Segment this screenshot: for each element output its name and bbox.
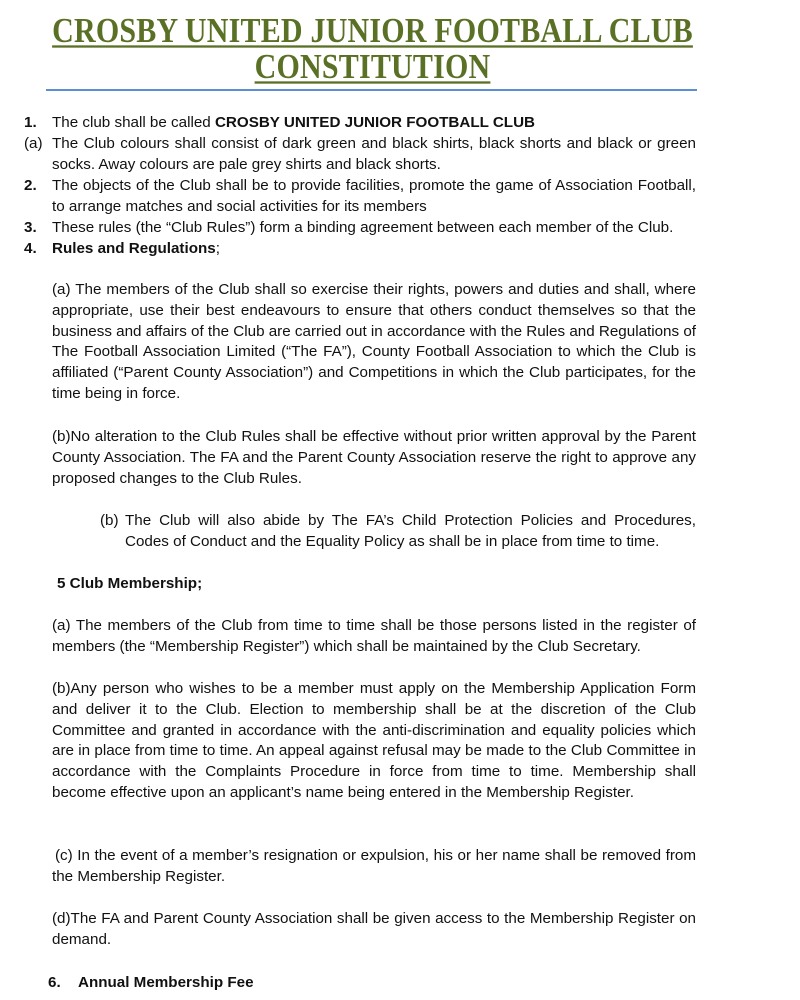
- section-4-paragraph-b2: The Club will also abide by The FA’s Child Protection Policies and Procedures, Codes of Conduct and the Equality Policy as shall be in place from time to time.: [125, 512, 696, 550]
- section-6-heading: Annual Membership Fee: [78, 974, 254, 991]
- section-4-b2-number: (b): [100, 512, 119, 529]
- item-1: The club shall be called CROSBY UNITED JUNIOR FOOTBALL CLUB: [52, 114, 536, 131]
- club-name: CROSBY UNITED JUNIOR FOOTBALL CLUB: [214, 114, 536, 131]
- item-3-club-rules: These rules (the “Club Rules”) form a binding agreement between each member of the Club.: [52, 219, 674, 236]
- title-line-2: CONSTITUTION: [254, 48, 491, 86]
- item-2-objects: The objects of the Club shall be to provide facilities, promote the game of Association Football, to arrange matches and social activities for its members: [52, 177, 696, 215]
- item-3-number: 3.: [24, 219, 37, 236]
- item-4-heading: Rules and Regulations;: [52, 240, 220, 257]
- section-4-paragraph-a: (a) The members of the Club shall so exercise their rights, powers and duties and shall, where appropriate, use their best endeavours to ensure that others conduct themselves so that the business and affairs of the Club are carried out in accordance with the Rules and Regulations of The Football Association Limited (“The FA”), County Football Association to which the Club is affiliated (“Parent County Association”) and Competitions in which the Club participates, for the time being in force.: [52, 281, 696, 402]
- item-4-number: 4.: [24, 240, 37, 257]
- item-1-number: 1.: [24, 114, 37, 131]
- title-divider: [46, 89, 697, 91]
- title-line-1: CROSBY UNITED JUNIOR FOOTBALL CLUB: [52, 12, 693, 50]
- item-a-colours: The Club colours shall consist of dark green and black shirts, black shorts and black or green socks. Away colours are pale grey shirts and black shorts.: [52, 135, 696, 173]
- section-5-paragraph-a: (a) The members of the Club from time to time shall be those persons listed in the register of members (the “Membership Register”) which shall be maintained by the Club Secretary.: [52, 617, 696, 655]
- section-5-paragraph-c: (c) In the event of a member’s resignation or expulsion, his or her name shall be removed from the Membership Register.: [52, 847, 696, 885]
- item-2-number: 2.: [24, 177, 37, 194]
- section-5-heading: 5 Club Membership;: [57, 575, 203, 592]
- section-5-paragraph-d: (d)The FA and Parent County Association shall be given access to the Membership Register on demand.: [52, 910, 696, 948]
- section-6-number: 6.: [48, 974, 61, 991]
- item-a-number: (a): [24, 135, 43, 152]
- section-5-paragraph-b: (b)Any person who wishes to be a member must apply on the Membership Application Form and deliver it to the Club. Election to membership shall be at the discretion of the Club Committee and granted in accordance with the anti-discrimination and equality policies which are in place from time to time. An appeal against refusal may be made to the Club Committee in accordance with the Complaints Procedure in force from time to time. Membership shall become effective upon an applicant’s name being entered in the Membership Register.: [52, 680, 696, 801]
- section-4-paragraph-b: (b)No alteration to the Club Rules shall be effective without prior written approval by the Parent County Association. The FA and the Parent County Association reserve the right to approve any proposed changes to the Club Rules.: [52, 428, 696, 487]
